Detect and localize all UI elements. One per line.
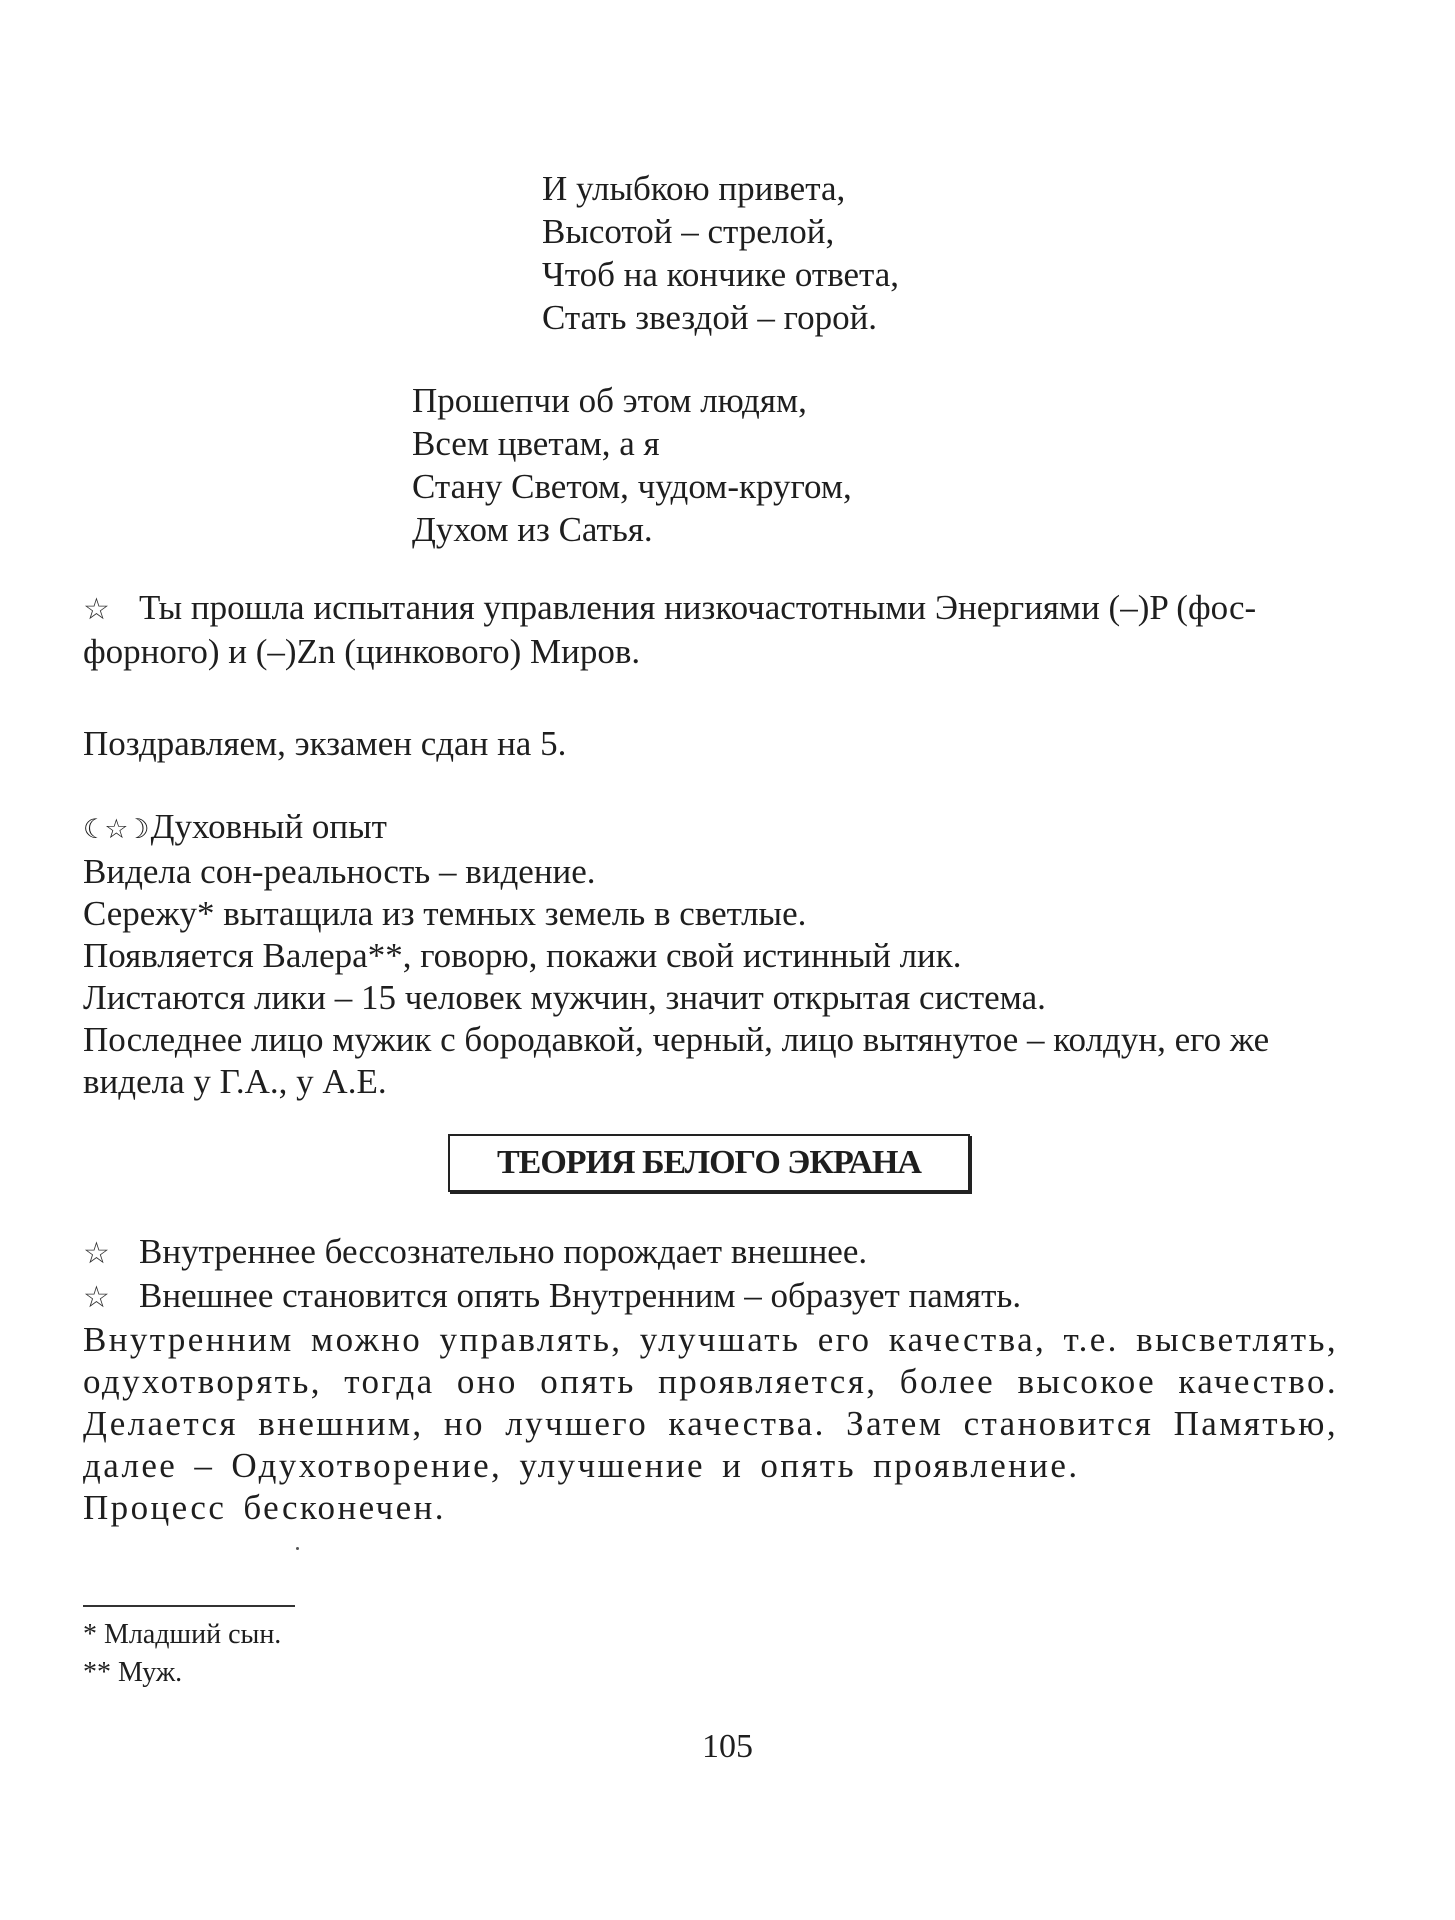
poem-line: Прошепчи об этом людям, xyxy=(412,381,807,420)
spiritual-experience xyxy=(83,806,1338,1103)
theory-item: Внутреннее бессознательно порождает внешнее. xyxy=(139,1232,868,1271)
poem-line: Стать звездой – горой. xyxy=(542,298,878,337)
star-icon: ☆ xyxy=(83,1280,110,1315)
star-icon: ☆ xyxy=(83,1236,110,1271)
theory-item: Внешнее становится опять Внутренним – образует память. xyxy=(139,1276,1022,1315)
poem-stanza-1 xyxy=(542,167,899,339)
experience-line: Видела сон-реальность – видение. xyxy=(83,852,596,891)
experience-title: Духовный опыт xyxy=(150,807,387,846)
experience-line: видела у Г.А., у А.Е. xyxy=(83,1062,387,1101)
footnotes xyxy=(83,1616,281,1692)
footnote: * Младший сын. xyxy=(83,1619,282,1650)
moon-star-icon: ☾☆☽ xyxy=(83,814,147,845)
experience-line: Сережу* вытащила из темных земель в светлые. xyxy=(83,894,807,933)
congrats-text: Поздравляем, экзамен сдан на 5. xyxy=(83,724,567,763)
footnote: ** Муж. xyxy=(83,1657,183,1688)
theory-line: Внутренним можно управлять, улучшать его качества, т.е. высветлять, xyxy=(83,1320,1338,1359)
theory-line: одухотворять, тогда оно опять проявляется, более высокое качество. xyxy=(83,1362,1338,1401)
theory-line: далее – Одухотворение, улучшение и опять проявление. xyxy=(83,1446,1080,1485)
section-heading: ТЕОРИЯ БЕЛОГО ЭКРАНА xyxy=(448,1134,970,1192)
experience-line: Листаются лики – 15 человек мужчин, значит открытая система. xyxy=(83,978,1046,1017)
exam-paragraph xyxy=(83,587,1338,673)
theory-line: Процесс бесконечен. xyxy=(83,1488,446,1527)
print-speck xyxy=(296,1547,299,1550)
exam-line-2: форного) и (–)Zn (цинкового) Миров. xyxy=(83,632,641,671)
footnote-rule xyxy=(83,1605,295,1607)
poem-line: И улыбкою привета, xyxy=(542,169,846,208)
poem-line: Стану Светом, чудом-кругом, xyxy=(412,467,852,506)
poem-line: Чтоб на кончике ответа, xyxy=(542,255,900,294)
experience-line: Появляется Валера**, говорю, покажи свой истинный лик. xyxy=(83,936,962,975)
theory-section xyxy=(83,1231,1338,1529)
exam-line-1: Ты прошла испытания управления низкочастотными Энергиями (–)P (фос- xyxy=(139,588,1257,627)
poem-line: Духом из Сатья. xyxy=(412,510,653,549)
star-icon: ☆ xyxy=(83,592,110,627)
poem-line: Всем цветам, а я xyxy=(412,424,660,463)
poem-line: Высотой – стрелой, xyxy=(542,212,835,251)
experience-line: Последнее лицо мужик с бородавкой, черный, лицо вытянутое – колдун, его же xyxy=(83,1020,1270,1059)
poem-stanza-2 xyxy=(412,379,852,551)
theory-line: Делается внешним, но лучшего качества. Затем становится Памятью, xyxy=(83,1404,1338,1443)
page-number: 105 xyxy=(702,1728,753,1765)
